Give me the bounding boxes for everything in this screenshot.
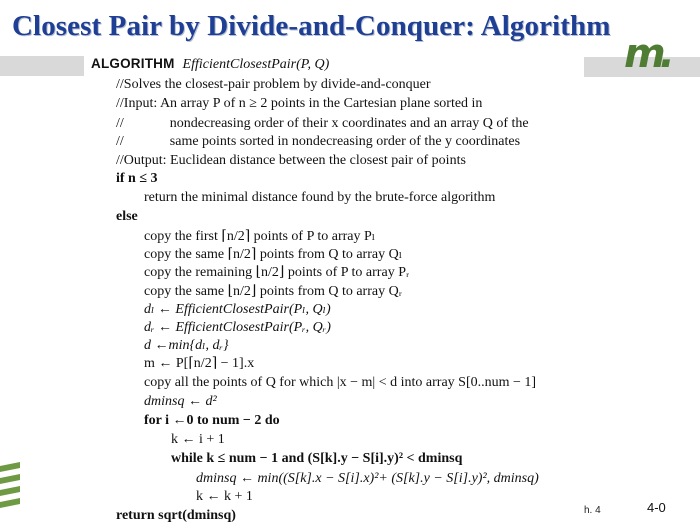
code-line: dᵣ ← EfficientClosestPair(Pᵣ, Qᵣ) xyxy=(144,320,331,335)
code-line: copy the same ⌈n/2⌉ points from Q to array Qₗ xyxy=(144,247,403,262)
comment-text: same points sorted in nondecreasing order of the y coordinates xyxy=(169,134,521,149)
comment-line: // same points sorted in nondecreasing order of the y coordinates xyxy=(116,134,521,149)
footer-chapter: h. 4 xyxy=(584,505,601,516)
code-line: dₗ ← EfficientClosestPair(Pₗ, Qₗ) xyxy=(144,302,331,317)
code-line: copy the remaining ⌊n/2⌋ points of P to array Pᵣ xyxy=(144,265,410,280)
comment-line: //Input: An array P of n ≥ 2 points in the Cartesian plane sorted in xyxy=(116,96,483,111)
comment-line: //Output: Euclidean distance between the closest pair of points xyxy=(116,153,466,168)
comment-text: nondecreasing order of their x coordinates and an array Q of the xyxy=(169,116,529,131)
code-line: return the minimal distance found by the brute-force algorithm xyxy=(144,190,496,205)
code-line: dminsq ← min((S[k].x − S[i].x)²+ (S[k].y − S[i].y)², dminsq) xyxy=(196,471,539,486)
code-line: copy the first ⌈n/2⌉ points of P to array Pₗ xyxy=(144,229,376,244)
algorithm-header xyxy=(91,56,329,73)
code-line: if n ≤ 3 xyxy=(116,171,158,186)
code-line: for i ←0 to num − 2 do xyxy=(144,413,280,428)
code-line: dminsq ← d² xyxy=(144,394,217,409)
code-line: copy all the points of Q for which |x − m| < d into array S[0..num − 1] xyxy=(144,375,537,390)
code-line: d ←min{dₗ, dᵣ} xyxy=(144,338,229,353)
publisher-logo: m. xyxy=(624,31,669,77)
code-line: k ← i + 1 xyxy=(171,432,225,447)
algorithm-signature: EfficientClosestPair(P, Q) xyxy=(182,57,330,72)
code-line: copy the same ⌊n/2⌋ points from Q to array Qᵣ xyxy=(144,284,402,299)
algorithm-keyword: ALGORITHM xyxy=(91,56,175,71)
code-line: return sqrt(dminsq) xyxy=(116,508,236,523)
comment-line: // nondecreasing order of their x coordinates and an array Q of the xyxy=(116,116,529,131)
code-line: k ← k + 1 xyxy=(196,489,253,504)
code-line: while k ≤ num − 1 and (S[k].y − S[i].y)² < dminsq xyxy=(171,451,463,466)
slide-title: Closest Pair by Divide-and-Conquer: Algorithm xyxy=(12,10,611,42)
footer-page-number: 4-0 xyxy=(647,500,666,515)
comment-line: //Solves the closest-pair problem by divide-and-conquer xyxy=(116,77,431,92)
code-line: m ← P[⌈n/2⌉ − 1].x xyxy=(144,356,255,371)
code-line: else xyxy=(116,209,138,224)
